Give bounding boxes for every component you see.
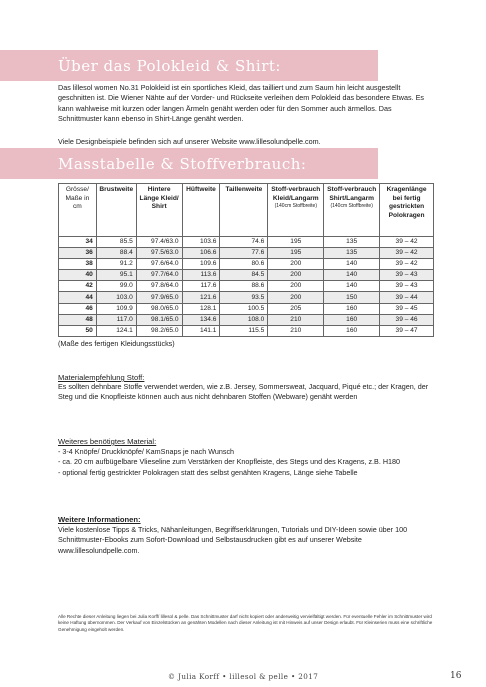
table-row <box>59 314 434 325</box>
cell-collar: 39 – 47 <box>380 325 434 336</box>
list-item: - ca. 20 cm aufbügelbare Vlieseline zum Verstärken der Knopfleiste, des Stegs und des Kragens, z.B. H180 <box>58 457 400 467</box>
cell-size: 38 <box>59 259 97 270</box>
cell-collar: 39 – 42 <box>380 248 434 259</box>
copyright-notice: Alle Rechte dieser Anleitung liegen bei Julia Korff/ lillesol & pelle. Das Schnittmuster darf nicht kopiert oder anderweitig vervielfältigt werden. Für eventuelle Fehler im Schnittmuster wird keine Haftung übernommen. Der Verkauf von Einzelstücken an genähten Modellen nach dieser Anleitung ist mit Hinweis auf unser Design erlaubt. Für Kleinserien muss eine schriftliche Genehmigung eingeholt werden. <box>58 614 433 632</box>
cell-length: 98.1/65.0 <box>136 314 182 325</box>
cell-size: 48 <box>59 314 97 325</box>
cell-length: 97.8/64.0 <box>136 281 182 292</box>
info-heading-text: Weitere Informationen: <box>58 515 141 524</box>
page-footer: © Julia Korff • lillesol & pelle • 2017 <box>167 672 319 681</box>
cell-chest: 109.9 <box>96 303 136 314</box>
cell-fabric-shirt: 150 <box>324 292 380 303</box>
cell-hip: 141.1 <box>182 325 220 336</box>
cell-size: 44 <box>59 292 97 303</box>
website-paragraph: Viele Designbeispiele befinden sich auf unserer Website www.lillesolundpelle.com. <box>58 137 321 146</box>
cell-fabric-shirt: 140 <box>324 281 380 292</box>
cell-fabric-shirt: 140 <box>324 259 380 270</box>
cell-waist: 88.6 <box>220 281 268 292</box>
table-header-row <box>59 184 434 237</box>
section-band-size-table <box>0 148 378 179</box>
col-header-waist: Taillenweite <box>220 184 268 237</box>
table-row <box>59 292 434 303</box>
intro-paragraph: Das lillesol women No.31 Polokleid ist ein sportliches Kleid, das tailliert und zum Saum hin leicht ausgestellt geschnitten ist. Die Wiener Nähte auf der Vorder- und Rückseite verleihen dem Polokleid das besondere Etwas. Es kann wahlweise mit kurzen oder langen Ärmeln genäht werden oder für den Sommer auch ärmellos. Das Schnittmuster kann ebenso in Shirt-Länge genäht werden. <box>58 83 424 123</box>
additional-material-heading <box>58 437 156 446</box>
cell-hip: 109.6 <box>182 259 220 270</box>
cell-fabric-dress: 205 <box>268 303 324 314</box>
cell-size: 46 <box>59 303 97 314</box>
table-row <box>59 248 434 259</box>
col-header-fabric-shirt-sub: (140cm Stoffbreite) <box>330 203 373 209</box>
cell-collar: 39 – 44 <box>380 292 434 303</box>
cell-fabric-shirt: 140 <box>324 270 380 281</box>
cell-length: 97.4/63.0 <box>136 237 182 248</box>
table-body <box>59 237 434 337</box>
table-row <box>59 325 434 336</box>
material-text: Es sollten dehnbare Stoffe verwendet werden, wie z.B. Jersey, Sommersweat, Jacquard, Piqué etc.; der Kragen, der Steg und die Knopfleiste können auch aus nicht dehnbaren Stoffen (Webware) genäht werden <box>58 382 429 402</box>
cell-collar: 39 – 46 <box>380 314 434 325</box>
cell-fabric-shirt: 135 <box>324 237 380 248</box>
table-row <box>59 303 434 314</box>
col-header-length: Hintere Länge Kleid/ Shirt <box>136 184 182 237</box>
cell-length: 97.5/63.0 <box>136 248 182 259</box>
col-header-fabric-dress-label: Stoff-verbrauch Kleid/Langarm <box>271 186 321 202</box>
cell-size: 50 <box>59 325 97 336</box>
cell-waist: 115.5 <box>220 325 268 336</box>
col-header-fabric-dress-sub: (140cm Stoffbreite) <box>274 203 317 209</box>
cell-collar: 39 – 42 <box>380 259 434 270</box>
cell-fabric-shirt: 160 <box>324 303 380 314</box>
cell-chest: 85.5 <box>96 237 136 248</box>
cell-waist: 84.5 <box>220 270 268 281</box>
cell-chest: 124.1 <box>96 325 136 336</box>
cell-hip: 106.6 <box>182 248 220 259</box>
material-heading <box>58 373 144 382</box>
col-header-fabric-shirt <box>324 184 380 237</box>
table-row <box>59 237 434 248</box>
cell-size: 42 <box>59 281 97 292</box>
cell-collar: 39 – 43 <box>380 270 434 281</box>
col-header-hip: Hüftweite <box>182 184 220 237</box>
cell-fabric-shirt: 160 <box>324 325 380 336</box>
cell-waist: 77.6 <box>220 248 268 259</box>
cell-chest: 95.1 <box>96 270 136 281</box>
cell-collar: 39 – 42 <box>380 237 434 248</box>
cell-fabric-shirt: 160 <box>324 314 380 325</box>
list-item: - 3-4 Knöpfe/ Druckknöpfe/ KamSnaps je nach Wunsch <box>58 447 235 456</box>
cell-size: 36 <box>59 248 97 259</box>
col-header-collar: Kragenlänge bei fertig gestrickten Polokragen <box>380 184 434 237</box>
material-heading-text: Materialempfehlung Stoff: <box>58 373 145 382</box>
cell-size: 34 <box>59 237 97 248</box>
table-note: (Maße des fertigen Kleidungsstücks) <box>58 339 175 348</box>
list-item: - optional fertig gestrickter Polokragen statt des selbst genähten Kragens, Länge siehe Tabelle <box>58 467 358 477</box>
cell-chest: 103.0 <box>96 292 136 303</box>
cell-chest: 99.0 <box>96 281 136 292</box>
col-header-fabric-shirt-label: Stoff-verbrauch Shirt/Langarm <box>327 186 377 202</box>
cell-fabric-dress: 210 <box>268 314 324 325</box>
col-header-chest: Brustweite <box>96 184 136 237</box>
section-band-intro <box>0 50 378 81</box>
cell-chest: 88.4 <box>96 248 136 259</box>
section-title-intro: Über das Polokleid & Shirt: <box>58 57 281 75</box>
additional-material-list <box>58 447 430 478</box>
table-row <box>59 281 434 292</box>
info-heading <box>58 515 141 524</box>
cell-waist: 108.0 <box>220 314 268 325</box>
cell-waist: 74.6 <box>220 237 268 248</box>
section-title-size-table: Masstabelle & Stoffverbrauch: <box>58 155 307 173</box>
cell-fabric-shirt: 135 <box>324 248 380 259</box>
info-text: Viele kostenlose Tipps & Tricks, Nähanleitungen, Begriffserklärungen, Tutorials und DIY-Ideen sowie über 100 Schnittmuster-Ebooks zum Sofort-Download und Selbstausdrucken gibt es auf unserer Website www.lillesolundpelle.com. <box>58 525 408 555</box>
size-table <box>58 183 434 337</box>
cell-hip: 121.6 <box>182 292 220 303</box>
cell-fabric-dress: 195 <box>268 237 324 248</box>
col-header-fabric-dress <box>268 184 324 237</box>
cell-fabric-dress: 200 <box>268 259 324 270</box>
cell-waist: 100.5 <box>220 303 268 314</box>
table-row <box>59 259 434 270</box>
col-header-size: Grösse/ Maße in cm <box>59 184 97 237</box>
cell-hip: 117.6 <box>182 281 220 292</box>
table-row <box>59 270 434 281</box>
cell-length: 97.9/65.0 <box>136 292 182 303</box>
cell-chest: 117.0 <box>96 314 136 325</box>
cell-hip: 134.6 <box>182 314 220 325</box>
cell-fabric-dress: 195 <box>268 248 324 259</box>
cell-hip: 113.6 <box>182 270 220 281</box>
additional-material-heading-text: Weiteres benötigtes Material: <box>58 437 157 446</box>
page-number: 16 <box>450 671 462 681</box>
cell-hip: 103.6 <box>182 237 220 248</box>
cell-waist: 93.5 <box>220 292 268 303</box>
cell-hip: 128.1 <box>182 303 220 314</box>
cell-fabric-dress: 210 <box>268 325 324 336</box>
cell-length: 98.2/65.0 <box>136 325 182 336</box>
cell-collar: 39 – 43 <box>380 281 434 292</box>
cell-fabric-dress: 200 <box>268 292 324 303</box>
cell-length: 97.7/64.0 <box>136 270 182 281</box>
cell-fabric-dress: 200 <box>268 281 324 292</box>
cell-collar: 39 – 45 <box>380 303 434 314</box>
cell-size: 40 <box>59 270 97 281</box>
cell-length: 97.6/64.0 <box>136 259 182 270</box>
cell-length: 98.0/65.0 <box>136 303 182 314</box>
cell-chest: 91.2 <box>96 259 136 270</box>
cell-waist: 80.6 <box>220 259 268 270</box>
cell-fabric-dress: 200 <box>268 270 324 281</box>
